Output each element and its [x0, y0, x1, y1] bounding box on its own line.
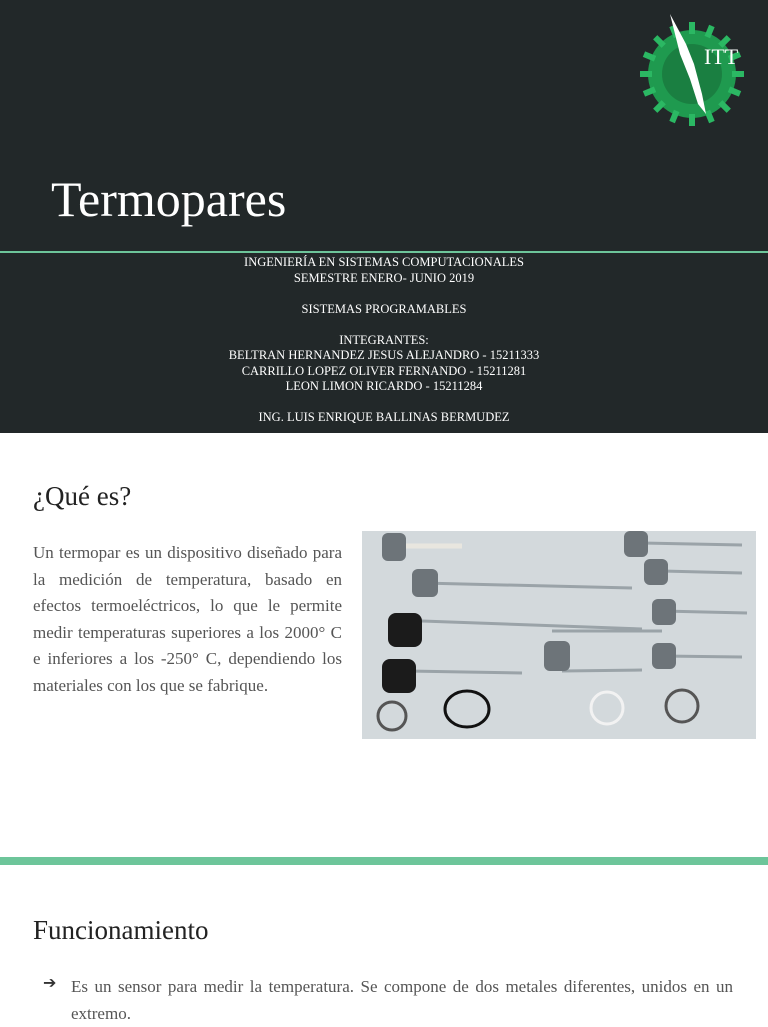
credit-line: ING. LUIS ENRIQUE BALLINAS BERMUDEZ [258, 410, 510, 424]
section-heading: Funcionamiento [33, 915, 209, 945]
credit-line: SISTEMAS PROGRAMABLES [301, 301, 467, 316]
slide-divider [0, 857, 768, 865]
credit-line: SEMESTRE ENERO- JUNIO 2019 [293, 270, 475, 285]
credit-line: CARRILLO LOPEZ OLIVER FERNANDO - 15211281 [241, 363, 527, 378]
what-is-slide [0, 433, 768, 857]
svg-text:ITT: ITT [704, 44, 739, 69]
definition-paragraph: Un termopar es un dispositivo diseñado para la medición de temperatura, basado en efectos termoeléctricos, lo que le permite medir temperaturas superiores a los 2000° C e inferiores a los -250° C, dependiendo los materiales con los que se fabrique. [33, 543, 342, 695]
accent-rule [0, 251, 768, 253]
credit-line [0, 395, 768, 411]
presentation-title: Termopares [51, 171, 287, 227]
thermocouples-photo [362, 531, 756, 739]
bullet-text: Es un sensor para medir la temperatura. Se compone de dos metales diferentes, unidos en un extremo. [71, 977, 733, 1023]
credits-block [0, 255, 768, 426]
credit-line [0, 317, 768, 333]
credit-line: INGENIERÍA EN SISTEMAS COMPUTACIONALES [244, 255, 524, 269]
funcionamiento-slide [0, 865, 768, 1024]
credit-line [0, 286, 768, 302]
itt-logo-icon [634, 12, 758, 132]
credit-line: BELTRAN HERNANDEZ JESUS ALEJANDRO - 15211333 [228, 348, 540, 362]
credit-line: LEON LIMON RICARDO - 15211284 [285, 379, 483, 393]
section-heading: ¿Qué es? [33, 481, 132, 511]
title-slide [0, 0, 768, 433]
credit-line: INTEGRANTES: [339, 332, 429, 347]
arrow-bullet-icon: ➔ [43, 975, 57, 992]
